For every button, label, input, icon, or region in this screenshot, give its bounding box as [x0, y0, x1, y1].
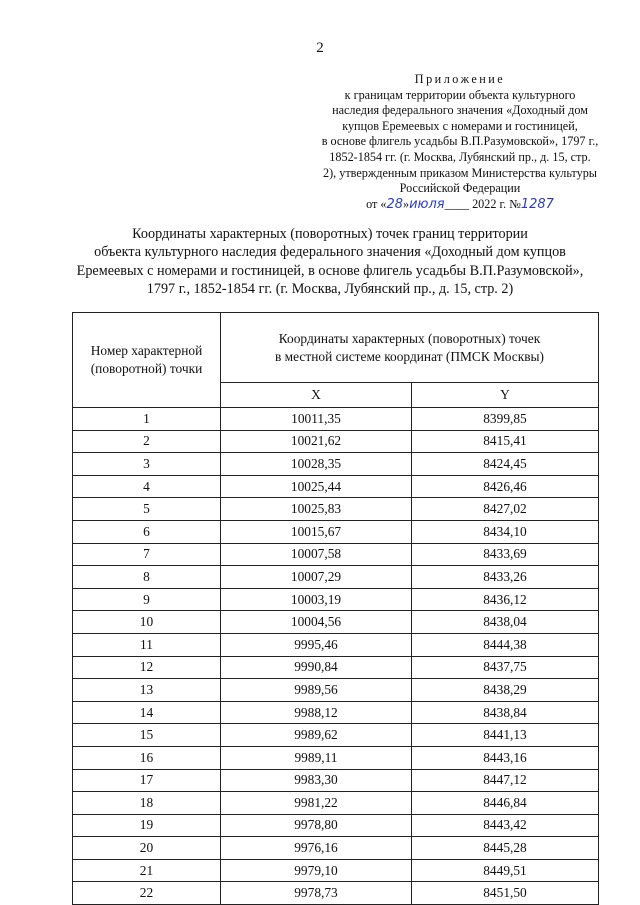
x-coordinate-cell: 9989,56 [221, 679, 412, 702]
y-coordinate-cell: 8438,04 [412, 611, 599, 634]
y-coordinate-cell: 8447,12 [412, 769, 599, 792]
y-coordinate-cell: 8433,69 [412, 543, 599, 566]
y-coordinate-cell: 8444,38 [412, 633, 599, 656]
table-row [73, 566, 599, 589]
title-line: 1797 г., 1852-1854 гг. (г. Москва, Лубянский пр., д. 15, стр. 2) [146, 281, 514, 298]
point-number-cell: 10 [73, 611, 221, 634]
appendix-line: к границам территории объекта культурного [344, 87, 576, 102]
point-number-cell: 8 [73, 566, 221, 589]
header-text-line: Номер характерной [90, 343, 203, 358]
table-row [73, 882, 599, 905]
x-coordinate-cell: 9989,11 [221, 746, 412, 769]
point-number-cell: 17 [73, 769, 221, 792]
x-coordinate-cell: 10025,83 [221, 498, 412, 521]
point-number-cell: 12 [73, 656, 221, 679]
table-row [73, 792, 599, 815]
point-number-cell: 4 [73, 475, 221, 498]
order-date-line [290, 197, 630, 213]
y-coordinate-cell: 8445,28 [412, 837, 599, 860]
page-number: 2 [316, 40, 324, 56]
x-coordinate-cell: 10003,19 [221, 588, 412, 611]
table-row [73, 859, 599, 882]
y-coordinate-cell: 8433,26 [412, 566, 599, 589]
table-row [73, 837, 599, 860]
handwritten-order-number: 1287 [520, 196, 554, 212]
table-row [73, 588, 599, 611]
point-number-cell: 2 [73, 430, 221, 453]
point-number-cell: 16 [73, 746, 221, 769]
point-number-cell: 6 [73, 520, 221, 543]
table-body [73, 408, 599, 905]
point-number-cell: 20 [73, 837, 221, 860]
y-coordinate-cell: 8426,46 [412, 475, 599, 498]
y-coordinate-cell: 8441,13 [412, 724, 599, 747]
x-coordinate-cell: 9983,30 [221, 769, 412, 792]
appendix-line: 1852-1854 гг. (г. Москва, Лубянский пр., д. 15, стр. [329, 149, 591, 164]
x-coordinate-cell: 9995,46 [221, 633, 412, 656]
header-point-number [73, 313, 221, 408]
point-number-cell: 3 [73, 453, 221, 476]
table-row [73, 498, 599, 521]
appendix-line: купцов Еремеевых с номерами и гостиницей, [342, 118, 578, 133]
point-number-cell: 1 [73, 408, 221, 431]
point-number-cell: 21 [73, 859, 221, 882]
header-text-line: Координаты характерных (поворотных) точек [278, 330, 541, 346]
x-coordinate-cell: 10021,62 [221, 430, 412, 453]
x-coordinate-cell: 10028,35 [221, 453, 412, 476]
x-coordinate-cell: 9978,73 [221, 882, 412, 905]
y-coordinate-cell: 8399,85 [412, 408, 599, 431]
y-coordinate-cell: 8443,42 [412, 814, 599, 837]
point-number-cell: 5 [73, 498, 221, 521]
header-text-line: в местной системе координат (ПМСК Москвы) [275, 348, 544, 364]
point-number-cell: 7 [73, 543, 221, 566]
point-number-cell: 14 [73, 701, 221, 724]
y-coordinate-cell: 8424,45 [412, 453, 599, 476]
x-coordinate-cell: 10007,29 [221, 566, 412, 589]
table-row [73, 746, 599, 769]
header-coordinates [221, 313, 599, 383]
point-number-cell: 19 [73, 814, 221, 837]
table-row [73, 633, 599, 656]
table-row [73, 724, 599, 747]
x-coordinate-cell: 10025,44 [221, 475, 412, 498]
x-coordinate-cell: 9989,62 [221, 724, 412, 747]
date-mid: » [403, 196, 410, 211]
table-row [73, 656, 599, 679]
header-text-line: (поворотной) точки [90, 361, 203, 376]
y-coordinate-cell: 8438,29 [412, 679, 599, 702]
appendix-line: 2), утвержденным приказом Министерства культуры [323, 165, 597, 180]
x-coordinate-cell: 10007,58 [221, 543, 412, 566]
table-row [73, 679, 599, 702]
x-coordinate-cell: 10015,67 [221, 520, 412, 543]
y-coordinate-cell: 8449,51 [412, 859, 599, 882]
coordinates-table [72, 312, 599, 905]
date-suffix: ____ 2022 г. № [444, 196, 521, 211]
y-coordinate-cell: 8427,02 [412, 498, 599, 521]
x-coordinate-cell: 9990,84 [221, 656, 412, 679]
x-coordinate-cell: 9988,12 [221, 701, 412, 724]
y-coordinate-cell: 8415,41 [412, 430, 599, 453]
document-title [40, 225, 620, 299]
appendix-block [290, 72, 630, 212]
table-row [73, 475, 599, 498]
x-coordinate-cell: 10004,56 [221, 611, 412, 634]
table-row [73, 453, 599, 476]
table-row [73, 701, 599, 724]
table-row [73, 611, 599, 634]
table-row [73, 769, 599, 792]
y-coordinate-cell: 8451,50 [412, 882, 599, 905]
point-number-cell: 9 [73, 588, 221, 611]
handwritten-month: июля [409, 196, 445, 212]
point-number-cell: 22 [73, 882, 221, 905]
x-coordinate-cell: 9976,16 [221, 837, 412, 860]
table-row [73, 430, 599, 453]
title-line: Координаты характерных (поворотных) точек границ территории [132, 226, 528, 242]
table-row [73, 520, 599, 543]
y-coordinate-cell: 8443,16 [412, 746, 599, 769]
point-number-cell: 13 [73, 679, 221, 702]
table-row [73, 814, 599, 837]
handwritten-day: 28 [386, 196, 404, 212]
point-number-cell: 18 [73, 792, 221, 815]
x-coordinate-cell: 9979,10 [221, 859, 412, 882]
x-coordinate-cell: 9981,22 [221, 792, 412, 815]
header-y: Y [412, 383, 599, 408]
title-line: Еремеевых с номерами и гостиницей, в основе флигель усадьбы В.П.Разумовской», [76, 262, 584, 279]
header-x: X [221, 383, 412, 408]
y-coordinate-cell: 8434,10 [412, 520, 599, 543]
date-prefix: от « [366, 196, 387, 211]
y-coordinate-cell: 8436,12 [412, 588, 599, 611]
appendix-line: в основе флигель усадьбы В.П.Разумовской», 1797 г., [321, 134, 599, 149]
appendix-line: Российской Федерации [399, 181, 521, 196]
table-row [73, 408, 599, 431]
appendix-line: наследия федерального значения «Доходный дом [332, 103, 588, 118]
title-line: объекта культурного наследия федерального значения «Доходный дом купцов [94, 244, 566, 261]
y-coordinate-cell: 8438,84 [412, 701, 599, 724]
x-coordinate-cell: 9978,80 [221, 814, 412, 837]
point-number-cell: 15 [73, 724, 221, 747]
table-row [73, 543, 599, 566]
y-coordinate-cell: 8446,84 [412, 792, 599, 815]
appendix-heading: Приложение [414, 72, 506, 86]
point-number-cell: 11 [73, 633, 221, 656]
y-coordinate-cell: 8437,75 [412, 656, 599, 679]
x-coordinate-cell: 10011,35 [221, 408, 412, 431]
